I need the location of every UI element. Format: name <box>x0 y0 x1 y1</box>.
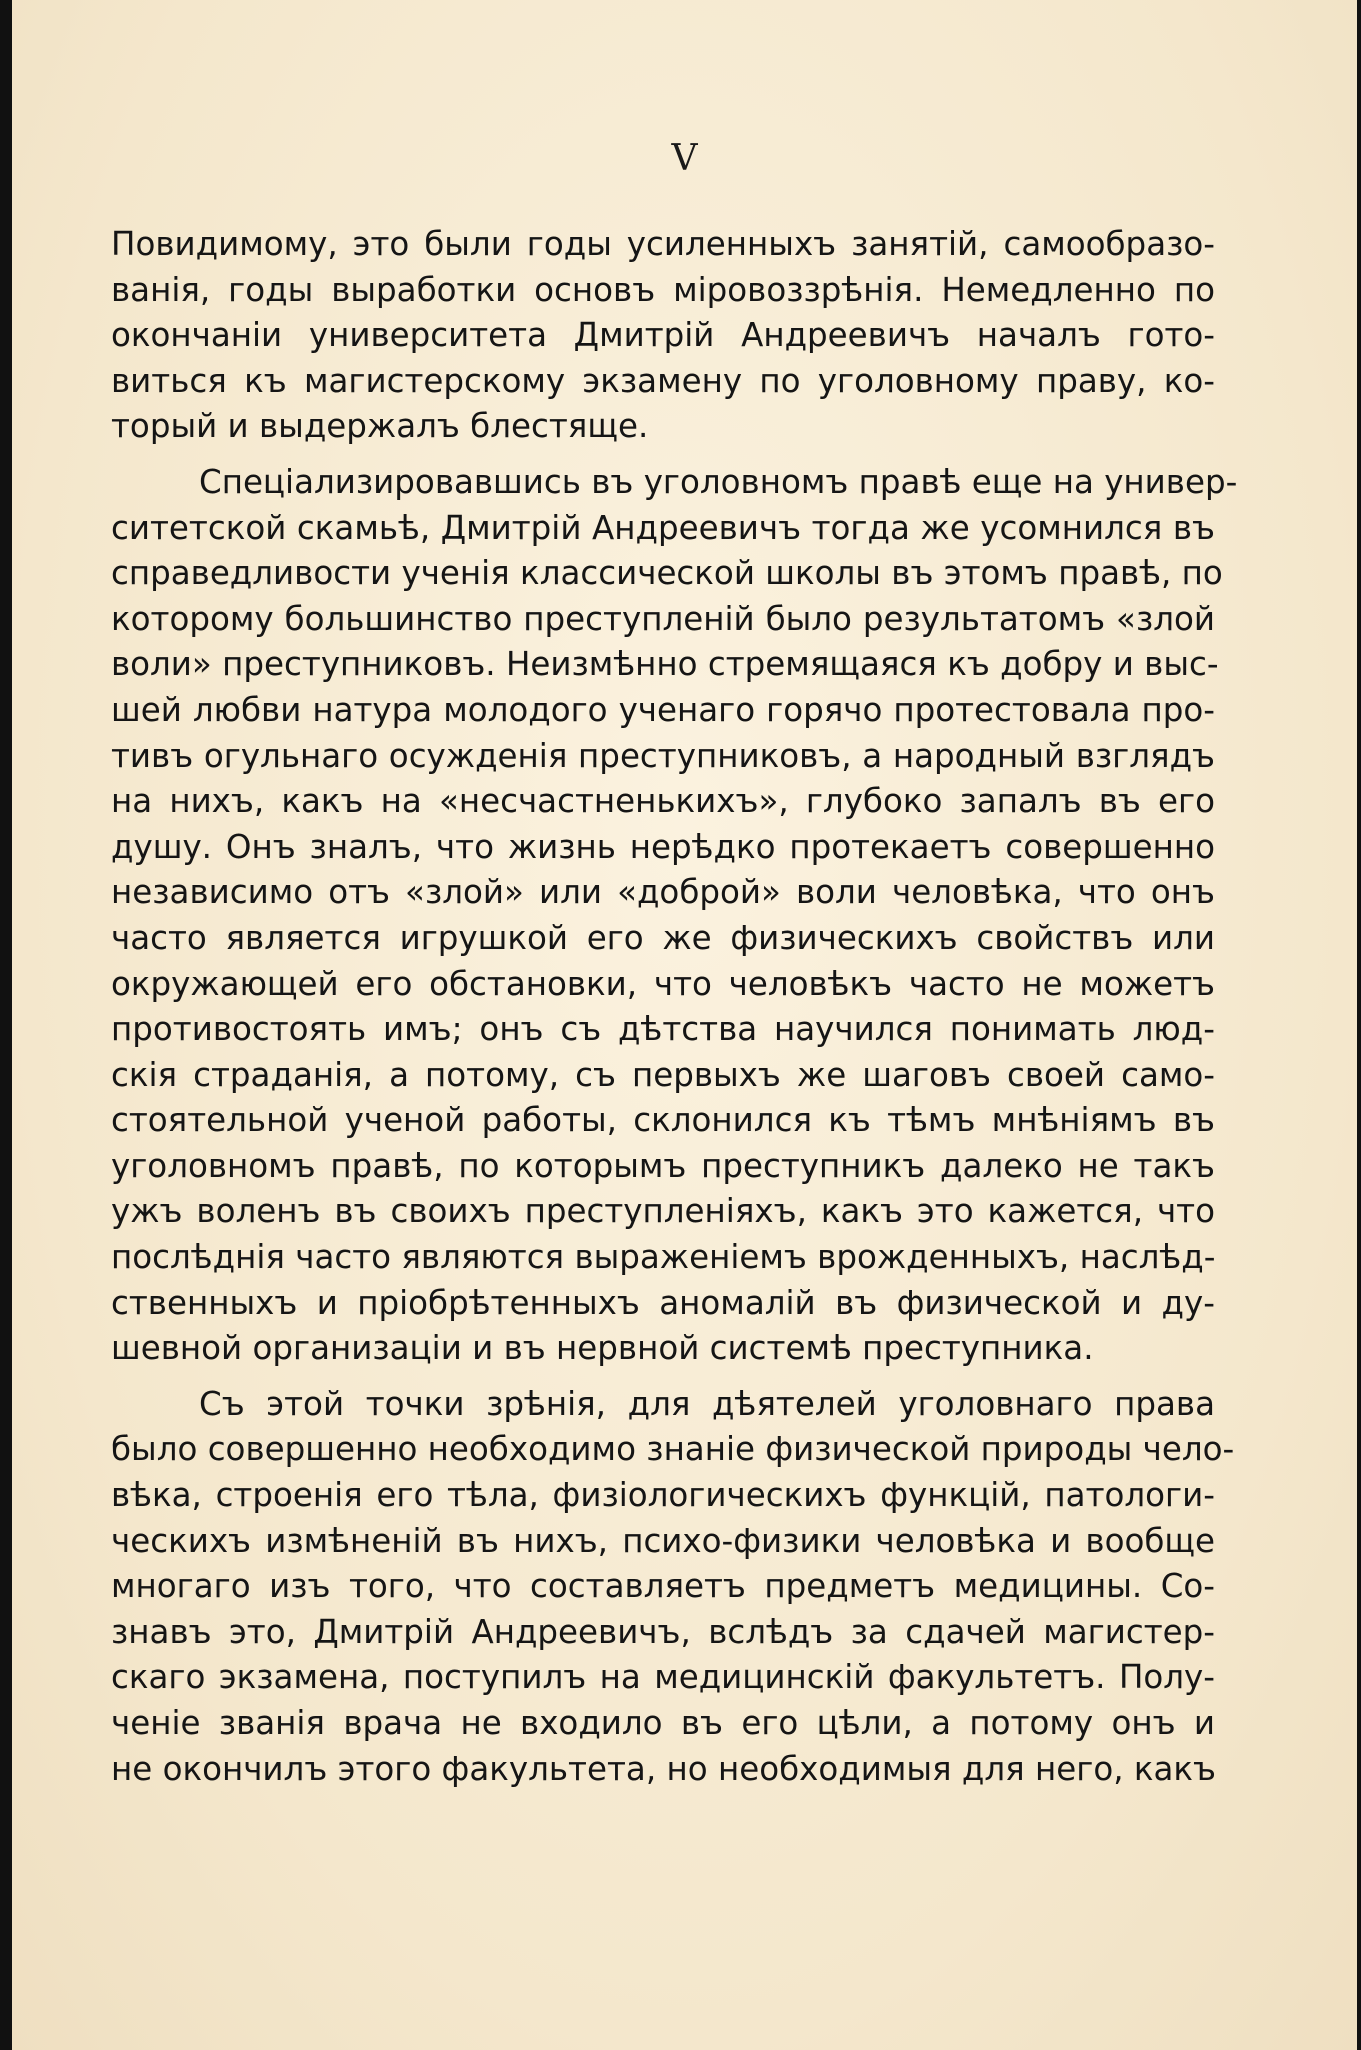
text-line: ванія, годы выработки основъ міровоззрѣнія. Немедленно по <box>111 270 1215 309</box>
paragraph <box>111 222 1215 450</box>
text-line: ситетской скамьѣ, Дмитрій Андреевичъ тогда же усомнился въ <box>111 508 1215 547</box>
text-line: торый и выдержалъ блестяще. <box>111 407 649 446</box>
text-line: скаго экзамена, поступилъ на медицинскій факультетъ. Полу- <box>111 1658 1215 1697</box>
text-line: не окончилъ этого факультета, но необходимыя для него, какъ <box>111 1749 1217 1788</box>
text-line: многаго изъ того, что составляетъ предметъ медицины. Со- <box>111 1567 1215 1606</box>
paragraph <box>111 460 1238 1372</box>
text-line: Съ этой точки зрѣнія, для дѣятелей уголовнаго права <box>199 1384 1215 1423</box>
text-line: тивъ огульнаго осужденія преступниковъ, а народный взглядъ <box>111 736 1215 775</box>
text-line: на нихъ, какъ на «несчастненькихъ», глубоко запалъ въ его <box>111 782 1215 821</box>
text-line: ужъ воленъ въ своихъ преступленіяхъ, какъ это кажется, что <box>111 1192 1215 1231</box>
text-line: было совершенно необходимо знаніе физической природы чело- <box>111 1430 1235 1469</box>
body-text <box>111 222 1238 1802</box>
text-line: ственныхъ и пріобрѣтенныхъ аномалій въ физической и ду- <box>111 1283 1215 1322</box>
text-line: окружающей его обстановки, что человѣкъ часто не можетъ <box>111 964 1215 1003</box>
text-line: скія страданія, а потому, съ первыхъ же шаговъ своей само- <box>111 1055 1215 1094</box>
text-line: вѣка, строенія его тѣла, физіологическихъ функцій, патологи- <box>111 1476 1215 1515</box>
text-line: противостоять имъ; онъ съ дѣтства научился понимать люд- <box>111 1010 1215 1049</box>
text-line: Спеціализировавшись въ уголовномъ правѣ еще на универ- <box>199 462 1238 501</box>
text-line: виться къ магистерскому экзамену по уголовному праву, ко- <box>111 361 1215 400</box>
text-line: шей любви натура молодого ученаго горячо протестовала про- <box>111 690 1215 729</box>
text-line: ческихъ измѣненій въ нихъ, психо-физики человѣка и вообще <box>111 1521 1215 1560</box>
paragraph <box>111 1382 1235 1792</box>
text-line: Повидимому, это были годы усиленныхъ занятій, самообразо- <box>111 225 1215 263</box>
text-line: окончаніи университета Дмитрій Андреевичъ началъ гото- <box>111 316 1215 355</box>
text-line: воли» преступниковъ. Неизмѣнно стремящаяся къ добру и выс- <box>111 645 1219 684</box>
text-line: стоятельной ученой работы, склонился къ тѣмъ мнѣніямъ въ <box>111 1101 1215 1140</box>
book-page <box>12 0 1357 2050</box>
text-line: знавъ это, Дмитрій Андреевичъ, вслѣдъ за сдачей магистер- <box>111 1612 1215 1651</box>
text-line: душу. Онъ зналъ, что жизнь нерѣдко протекаетъ совершенно <box>111 827 1215 866</box>
text-line: ченіе званія врача не входило въ его цѣли, а потому онъ и <box>111 1704 1215 1742</box>
text-line: шевной организаціи и въ нервной системѣ преступника. <box>111 1329 1094 1368</box>
text-line: часто является игрушкой его же физическихъ свойствъ или <box>111 918 1215 957</box>
text-line: уголовномъ правѣ, по которымъ преступникъ далеко не такъ <box>111 1146 1215 1185</box>
text-line: которому большинство преступленій было результатомъ «злой <box>111 599 1215 638</box>
page-number: V <box>671 138 698 179</box>
text-line: послѣднія часто являются выраженіемъ врожденныхъ, наслѣд- <box>111 1238 1216 1277</box>
text-line: справедливости ученія классической школы въ этомъ правѣ, по <box>111 554 1223 593</box>
text-line: независимо отъ «злой» или «доброй» воли человѣка, что онъ <box>111 873 1215 912</box>
